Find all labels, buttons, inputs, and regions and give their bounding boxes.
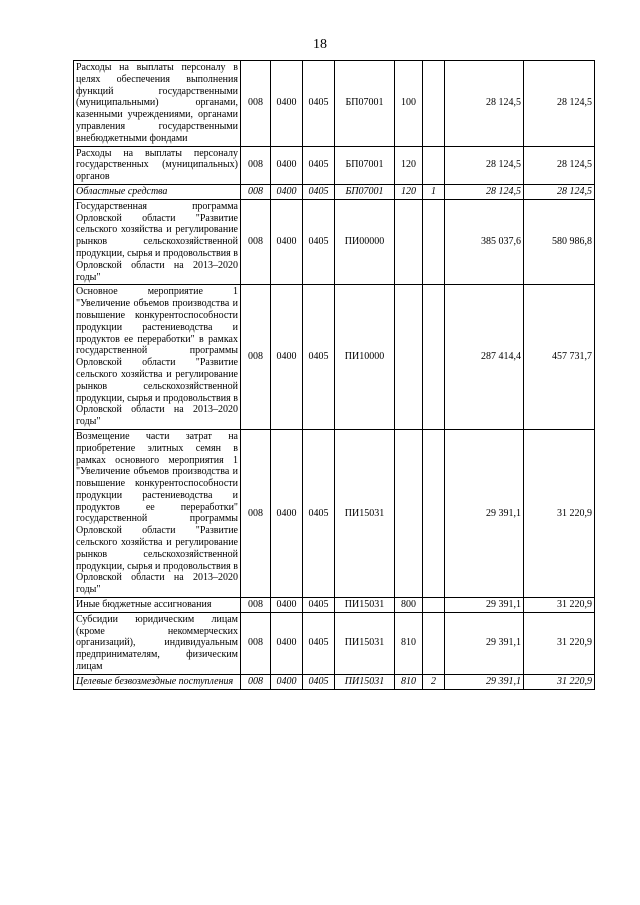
expense-type-cell xyxy=(395,429,423,597)
row-name-cell: Областные средства xyxy=(74,184,241,199)
amount-year1-cell: 385 037,6 xyxy=(445,199,524,285)
expense-type-cell: 810 xyxy=(395,674,423,689)
note-cell: 1 xyxy=(423,184,445,199)
subsection-code-cell: 0405 xyxy=(303,612,335,674)
row-name-cell: Государственная программа Орловской области "Развитие сельского хозяйства и регулирование рынков сельскохозяйственной продукции, сырья и продовольствия в Орловской области на 2013–2020 годы" xyxy=(74,199,241,285)
amount-year1-cell: 287 414,4 xyxy=(445,285,524,430)
amount-year1-cell: 29 391,1 xyxy=(445,429,524,597)
expense-type-cell xyxy=(395,199,423,285)
subsection-code-cell: 0405 xyxy=(303,674,335,689)
target-article-cell: БП07001 xyxy=(335,146,395,184)
target-article-cell: ПИ15031 xyxy=(335,612,395,674)
subsection-code-cell: 0405 xyxy=(303,184,335,199)
subsection-code-cell: 0405 xyxy=(303,429,335,597)
table-row xyxy=(74,285,595,430)
target-article-cell: ПИ00000 xyxy=(335,199,395,285)
amount-year2-cell: 31 220,9 xyxy=(524,674,595,689)
table-row xyxy=(74,199,595,285)
table-row xyxy=(74,184,595,199)
row-name-cell: Иные бюджетные ассигнования xyxy=(74,598,241,613)
section-code-cell: 0400 xyxy=(271,61,303,147)
amount-year1-cell: 29 391,1 xyxy=(445,612,524,674)
note-cell xyxy=(423,146,445,184)
table-row xyxy=(74,674,595,689)
expense-type-cell xyxy=(395,285,423,430)
budget-table xyxy=(73,60,595,690)
ministry-code-cell: 008 xyxy=(241,199,271,285)
target-article-cell: ПИ15031 xyxy=(335,598,395,613)
page-number: 18 xyxy=(313,37,327,52)
amount-year2-cell: 31 220,9 xyxy=(524,598,595,613)
row-name-cell: Субсидии юридическим лицам (кроме некоммерческих организаций), индивидуальным предпринимателям, физическим лицам xyxy=(74,612,241,674)
expense-type-cell: 120 xyxy=(395,146,423,184)
ministry-code-cell: 008 xyxy=(241,598,271,613)
section-code-cell: 0400 xyxy=(271,429,303,597)
ministry-code-cell: 008 xyxy=(241,61,271,147)
target-article-cell: ПИ15031 xyxy=(335,429,395,597)
section-code-cell: 0400 xyxy=(271,146,303,184)
amount-year1-cell: 28 124,5 xyxy=(445,61,524,147)
amount-year2-cell: 28 124,5 xyxy=(524,184,595,199)
section-code-cell: 0400 xyxy=(271,184,303,199)
target-article-cell: БП07001 xyxy=(335,184,395,199)
table-row xyxy=(74,429,595,597)
subsection-code-cell: 0405 xyxy=(303,285,335,430)
row-name-cell: Основное мероприятие 1 "Увеличение объемов производства и повышение конкурентоспособности продукции растениеводства и продуктов ее переработки" в рамках государственной программы Орловской области "Развитие сельского хозяйства и регулирование рынков сельскохозяйственной продукции, сырья и продовольствия в Орловской области на 2013–2020 годы" xyxy=(74,285,241,430)
subsection-code-cell: 0405 xyxy=(303,61,335,147)
amount-year1-cell: 29 391,1 xyxy=(445,598,524,613)
note-cell: 2 xyxy=(423,674,445,689)
table-row xyxy=(74,598,595,613)
section-code-cell: 0400 xyxy=(271,612,303,674)
note-cell xyxy=(423,285,445,430)
row-name-cell: Возмещение части затрат на приобретение элитных семян в рамках основного мероприятия 1 "Увеличение объемов производства и повышение конкурентоспособности продукции растениеводства и продуктов ее переработки" государственной программы Орловской области "Развитие сельского хозяйства и регулирование рынков сельскохозяйственной продукции, сырья и продовольствия в Орловской области на 2013–2020 годы" xyxy=(74,429,241,597)
amount-year2-cell: 28 124,5 xyxy=(524,146,595,184)
ministry-code-cell: 008 xyxy=(241,184,271,199)
amount-year2-cell: 31 220,9 xyxy=(524,429,595,597)
ministry-code-cell: 008 xyxy=(241,146,271,184)
row-name-cell: Целевые безвозмездные поступления xyxy=(74,674,241,689)
ministry-code-cell: 008 xyxy=(241,429,271,597)
amount-year1-cell: 29 391,1 xyxy=(445,674,524,689)
amount-year1-cell: 28 124,5 xyxy=(445,184,524,199)
amount-year2-cell: 28 124,5 xyxy=(524,61,595,147)
amount-year1-cell: 28 124,5 xyxy=(445,146,524,184)
table-row xyxy=(74,146,595,184)
ministry-code-cell: 008 xyxy=(241,612,271,674)
table-body xyxy=(74,61,595,690)
expense-type-cell: 100 xyxy=(395,61,423,147)
table-row xyxy=(74,61,595,147)
ministry-code-cell: 008 xyxy=(241,285,271,430)
section-code-cell: 0400 xyxy=(271,674,303,689)
note-cell xyxy=(423,199,445,285)
amount-year2-cell: 31 220,9 xyxy=(524,612,595,674)
target-article-cell: БП07001 xyxy=(335,61,395,147)
expense-type-cell: 120 xyxy=(395,184,423,199)
note-cell xyxy=(423,429,445,597)
row-name-cell: Расходы на выплаты персоналу государственных (муниципальных) органов xyxy=(74,146,241,184)
subsection-code-cell: 0405 xyxy=(303,199,335,285)
subsection-code-cell: 0405 xyxy=(303,146,335,184)
ministry-code-cell: 008 xyxy=(241,674,271,689)
note-cell xyxy=(423,598,445,613)
row-name-cell: Расходы на выплаты персоналу в целях обеспечения выполнения функций государственными (муниципальными) органами, казенными учреждениями, органами управления государственными внебюджетными фондами xyxy=(74,61,241,147)
table-row xyxy=(74,612,595,674)
section-code-cell: 0400 xyxy=(271,598,303,613)
target-article-cell: ПИ10000 xyxy=(335,285,395,430)
expense-type-cell: 800 xyxy=(395,598,423,613)
section-code-cell: 0400 xyxy=(271,285,303,430)
target-article-cell: ПИ15031 xyxy=(335,674,395,689)
note-cell xyxy=(423,612,445,674)
expense-type-cell: 810 xyxy=(395,612,423,674)
amount-year2-cell: 457 731,7 xyxy=(524,285,595,430)
subsection-code-cell: 0405 xyxy=(303,598,335,613)
amount-year2-cell: 580 986,8 xyxy=(524,199,595,285)
section-code-cell: 0400 xyxy=(271,199,303,285)
note-cell xyxy=(423,61,445,147)
